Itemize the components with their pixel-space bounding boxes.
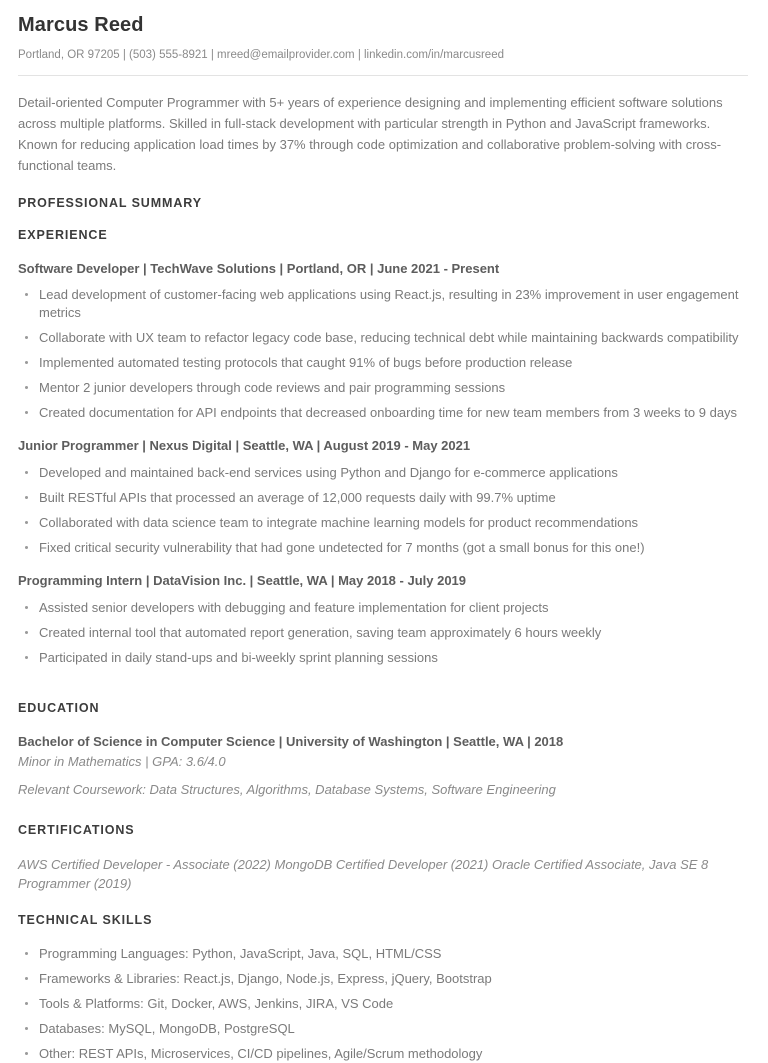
experience-item bbox=[18, 572, 748, 667]
bullet-dot-icon bbox=[25, 952, 28, 955]
bullet-text: Participated in daily stand-ups and bi-weekly sprint planning sessions bbox=[39, 649, 438, 665]
bullet-dot-icon bbox=[25, 606, 28, 609]
list-item bbox=[18, 404, 748, 422]
list-item bbox=[18, 354, 748, 372]
job-bullets bbox=[18, 464, 748, 557]
bullet-text: Built RESTful APIs that processed an average of 12,000 requests daily with 99.7% uptime bbox=[39, 490, 556, 506]
bullet-dot-icon bbox=[25, 411, 28, 414]
list-item bbox=[18, 995, 748, 1013]
bullet-text: Mentor 2 junior developers through code reviews and pair programming sessions bbox=[39, 380, 506, 396]
candidate-name: Marcus Reed bbox=[18, 14, 144, 36]
list-item bbox=[18, 970, 748, 988]
experience-list bbox=[18, 260, 748, 667]
bullet-dot-icon bbox=[25, 546, 28, 549]
list-item bbox=[18, 1045, 748, 1063]
bullet-dot-icon bbox=[25, 471, 28, 474]
experience-item bbox=[18, 437, 748, 557]
contact-line: Portland, OR 97205 | (503) 555-8921 | mreed@emailprovider.com | linkedin.com/in/marcusreed bbox=[18, 49, 504, 61]
bullet-text: Implemented automated testing protocols that caught 91% of bugs before production release bbox=[39, 355, 573, 371]
list-item bbox=[18, 599, 748, 617]
header-divider bbox=[18, 75, 748, 76]
bullet-text: Created internal tool that automated report generation, saving team approximately 6 hours weekly bbox=[39, 624, 602, 640]
skill-text: Frameworks & Libraries: React.js, Django, Node.js, Express, jQuery, Bootstrap bbox=[39, 971, 492, 987]
skill-text: Other: REST APIs, Microservices, CI/CD pipelines, Agile/Scrum methodology bbox=[39, 1046, 483, 1062]
section-heading-technical-skills: TECHNICAL SKILLS bbox=[18, 913, 153, 928]
job-bullets bbox=[18, 599, 748, 667]
list-item bbox=[18, 539, 748, 557]
job-bullets bbox=[18, 286, 748, 422]
skills-list bbox=[18, 945, 748, 1063]
list-item bbox=[18, 1020, 748, 1038]
bullet-text: Collaborate with UX team to refactor legacy code base, reducing technical debt while maintaining backwards compatibility bbox=[39, 330, 739, 346]
list-item bbox=[18, 286, 748, 322]
section-heading-certifications: CERTIFICATIONS bbox=[18, 823, 135, 838]
list-item bbox=[18, 464, 748, 482]
education-minor-gpa: Minor in Mathematics | GPA: 3.6/4.0 bbox=[18, 753, 226, 769]
section-heading-professional-summary: PROFESSIONAL SUMMARY bbox=[18, 195, 202, 210]
job-title: Programming Intern | DataVision Inc. | Seattle, WA | May 2018 - July 2019 bbox=[18, 573, 467, 589]
bullet-dot-icon bbox=[25, 631, 28, 634]
bullet-dot-icon bbox=[25, 496, 28, 499]
list-item bbox=[18, 514, 748, 532]
skill-text: Programming Languages: Python, JavaScript, Java, SQL, HTML/CSS bbox=[39, 946, 442, 962]
bullet-text: Lead development of customer-facing web applications using React.js, resulting in 23% improvement in user engagement metrics bbox=[39, 287, 739, 321]
list-item bbox=[18, 329, 748, 347]
job-title: Junior Programmer | Nexus Digital | Seattle, WA | August 2019 - May 2021 bbox=[18, 438, 471, 454]
list-item bbox=[18, 945, 748, 963]
bullet-text: Fixed critical security vulnerability that had gone undetected for 7 months (got a small bonus for this one!) bbox=[39, 540, 645, 556]
bullet-dot-icon bbox=[25, 656, 28, 659]
bullet-dot-icon bbox=[25, 1002, 28, 1005]
section-heading-experience: EXPERIENCE bbox=[18, 227, 108, 242]
education-coursework: Relevant Coursework: Data Structures, Algorithms, Database Systems, Software Engineering bbox=[18, 781, 556, 797]
bullet-dot-icon bbox=[25, 361, 28, 364]
bullet-text: Collaborated with data science team to integrate machine learning models for product recommendations bbox=[39, 515, 639, 531]
skill-text: Databases: MySQL, MongoDB, PostgreSQL bbox=[39, 1021, 295, 1037]
bullet-dot-icon bbox=[25, 386, 28, 389]
certifications-text: AWS Certified Developer - Associate (2022) MongoDB Certified Developer (2021) Oracle Certified Associate, Java SE 8 Programmer (2019) bbox=[18, 857, 709, 892]
spacer bbox=[18, 799, 748, 823]
skill-text: Tools & Platforms: Git, Docker, AWS, Jenkins, JIRA, VS Code bbox=[39, 996, 394, 1012]
list-item bbox=[18, 624, 748, 642]
bullet-dot-icon bbox=[25, 1052, 28, 1055]
education-item bbox=[18, 733, 748, 800]
job-title: Software Developer | TechWave Solutions | Portland, OR | June 2021 - Present bbox=[18, 260, 500, 276]
spacer bbox=[18, 677, 748, 701]
bullet-dot-icon bbox=[25, 293, 28, 296]
summary-paragraph: Detail-oriented Computer Programmer with 5+ years of experience designing and implementing efficient software solutions across multiple platforms. Skilled in full-stack development with particular strength in Python and JavaScript frameworks. Known for reducing application load times by 37% through code optimization and collaborative problem-solving with cross-functional teams. bbox=[18, 94, 723, 173]
bullet-dot-icon bbox=[25, 336, 28, 339]
bullet-dot-icon bbox=[25, 1027, 28, 1030]
education-degree: Bachelor of Science in Computer Science | University of Washington | Seattle, WA | 2018 bbox=[18, 733, 564, 749]
bullet-text: Created documentation for API endpoints that decreased onboarding time for new team members from 3 weeks to 9 days bbox=[39, 405, 738, 421]
experience-item bbox=[18, 260, 748, 423]
bullet-text: Assisted senior developers with debugging and feature implementation for client projects bbox=[39, 599, 549, 615]
list-item bbox=[18, 379, 748, 397]
list-item bbox=[18, 649, 748, 667]
bullet-dot-icon bbox=[25, 521, 28, 524]
spacer bbox=[18, 893, 748, 913]
bullet-dot-icon bbox=[25, 977, 28, 980]
list-item bbox=[18, 489, 748, 507]
bullet-text: Developed and maintained back-end services using Python and Django for e-commerce applications bbox=[39, 465, 618, 481]
section-heading-education: EDUCATION bbox=[18, 700, 100, 715]
